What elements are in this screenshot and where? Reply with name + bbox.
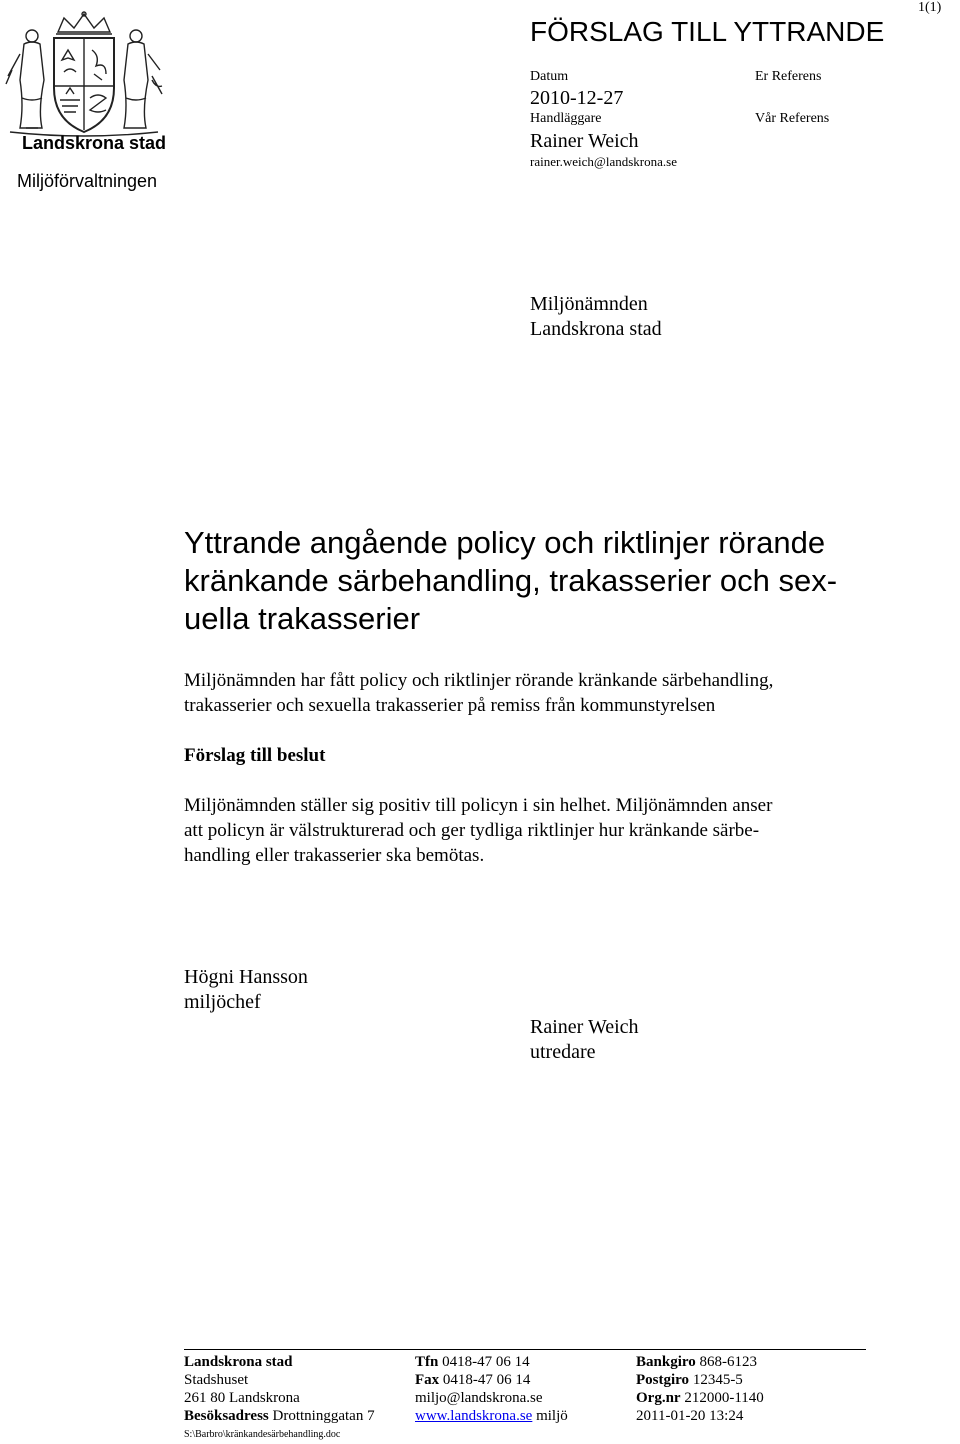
- postgiro-label: Postgiro: [636, 1372, 690, 1388]
- organization-name: Landskrona stad: [22, 133, 167, 153]
- footer-address-column: [184, 1353, 375, 1425]
- footer-fax: [415, 1371, 568, 1389]
- footer-building: Stadshuset: [184, 1372, 249, 1388]
- footer-visit-address: [184, 1407, 375, 1425]
- our-reference-label: Vår Referens: [755, 111, 830, 126]
- coat-of-arms-logo: [2, 10, 166, 140]
- bankgiro-label: Bankgiro: [636, 1354, 696, 1370]
- recipient-line: Miljönämnden: [530, 293, 648, 315]
- postgiro-value: 12345-5: [692, 1372, 743, 1388]
- heading-line: Yttrande angående policy och riktlinjer rörande: [184, 525, 826, 560]
- footer-contact-column: [415, 1353, 568, 1425]
- signatory-title: miljöchef: [184, 991, 261, 1013]
- intro-paragraph: [184, 668, 773, 718]
- handler-email: rainer.weich@landskrona.se: [530, 154, 677, 169]
- web-suffix: miljö: [532, 1408, 568, 1424]
- footer-divider: [184, 1349, 866, 1350]
- recipient-line: Landskrona stad: [530, 318, 662, 340]
- footer-email: miljo@landskrona.se: [415, 1390, 543, 1406]
- signature-block: [530, 1015, 639, 1065]
- page-number: 1(1): [918, 0, 942, 15]
- paragraph-line: att policyn är välstrukturerad och ger tydliga riktlinjer hur kränkande särbe-: [184, 820, 760, 841]
- proposal-heading: Förslag till beslut: [184, 745, 326, 766]
- footer-phone: [415, 1353, 568, 1371]
- footer-timestamp: 2011-01-20 13:24: [636, 1408, 744, 1424]
- date-label: Datum: [530, 69, 569, 84]
- visit-value: Drottninggatan 7: [272, 1408, 375, 1424]
- footer-org: Landskrona stad: [184, 1354, 293, 1370]
- signatory-name: Högni Hansson: [184, 966, 308, 988]
- footer-postgiro: [636, 1371, 764, 1389]
- document-heading: [184, 524, 837, 638]
- footer-orgnr: [636, 1389, 764, 1407]
- paragraph-line: Miljönämnden ställer sig positiv till policyn i sin helhet. Miljönämnden anser: [184, 795, 773, 816]
- website-link[interactable]: www.landskrona.se: [415, 1408, 533, 1424]
- bankgiro-value: 868-6123: [699, 1354, 757, 1370]
- phone-value: 0418-47 06 14: [442, 1354, 530, 1370]
- orgnr-label: Org.nr: [636, 1390, 681, 1406]
- signatory-name: Rainer Weich: [530, 1016, 639, 1038]
- signatory-title: utredare: [530, 1041, 596, 1063]
- visit-label: Besöksadress: [184, 1408, 269, 1424]
- proposal-paragraph: [184, 793, 772, 868]
- handler-name: Rainer Weich: [530, 130, 639, 152]
- footer-postal: 261 80 Landskrona: [184, 1390, 300, 1406]
- phone-label: Tfn: [415, 1354, 439, 1370]
- your-reference-label: Er Referens: [755, 69, 822, 84]
- date-value: 2010-12-27: [530, 87, 624, 109]
- department-name: Miljöförvaltningen: [17, 171, 158, 191]
- paragraph-line: Miljönämnden har fått policy och riktlinjer rörande kränkande särbehandling,: [184, 670, 774, 691]
- file-path: S:\Barbro\kränkandesärbehandling.doc: [184, 1429, 341, 1440]
- orgnr-value: 212000-1140: [684, 1390, 764, 1406]
- paragraph-line: handling eller trakasserier ska bemötas.: [184, 845, 485, 866]
- paragraph-line: trakasserier och sexuella trakasserier på remiss från kommunstyrelsen: [184, 695, 716, 716]
- signature-block: [184, 965, 308, 1015]
- footer-web: [415, 1407, 568, 1425]
- fax-value: 0418-47 06 14: [442, 1372, 531, 1388]
- heading-line: kränkande särbehandling, trakasserier och sex-: [184, 563, 838, 598]
- document-type-title: FÖRSLAG TILL YTTRANDE: [530, 16, 885, 47]
- footer-finance-column: [636, 1353, 764, 1425]
- handler-label: Handläggare: [530, 111, 602, 126]
- heading-line: uella trakasserier: [184, 601, 421, 636]
- fax-label: Fax: [415, 1372, 440, 1388]
- footer-bankgiro: [636, 1353, 764, 1371]
- recipient-address: [530, 292, 662, 342]
